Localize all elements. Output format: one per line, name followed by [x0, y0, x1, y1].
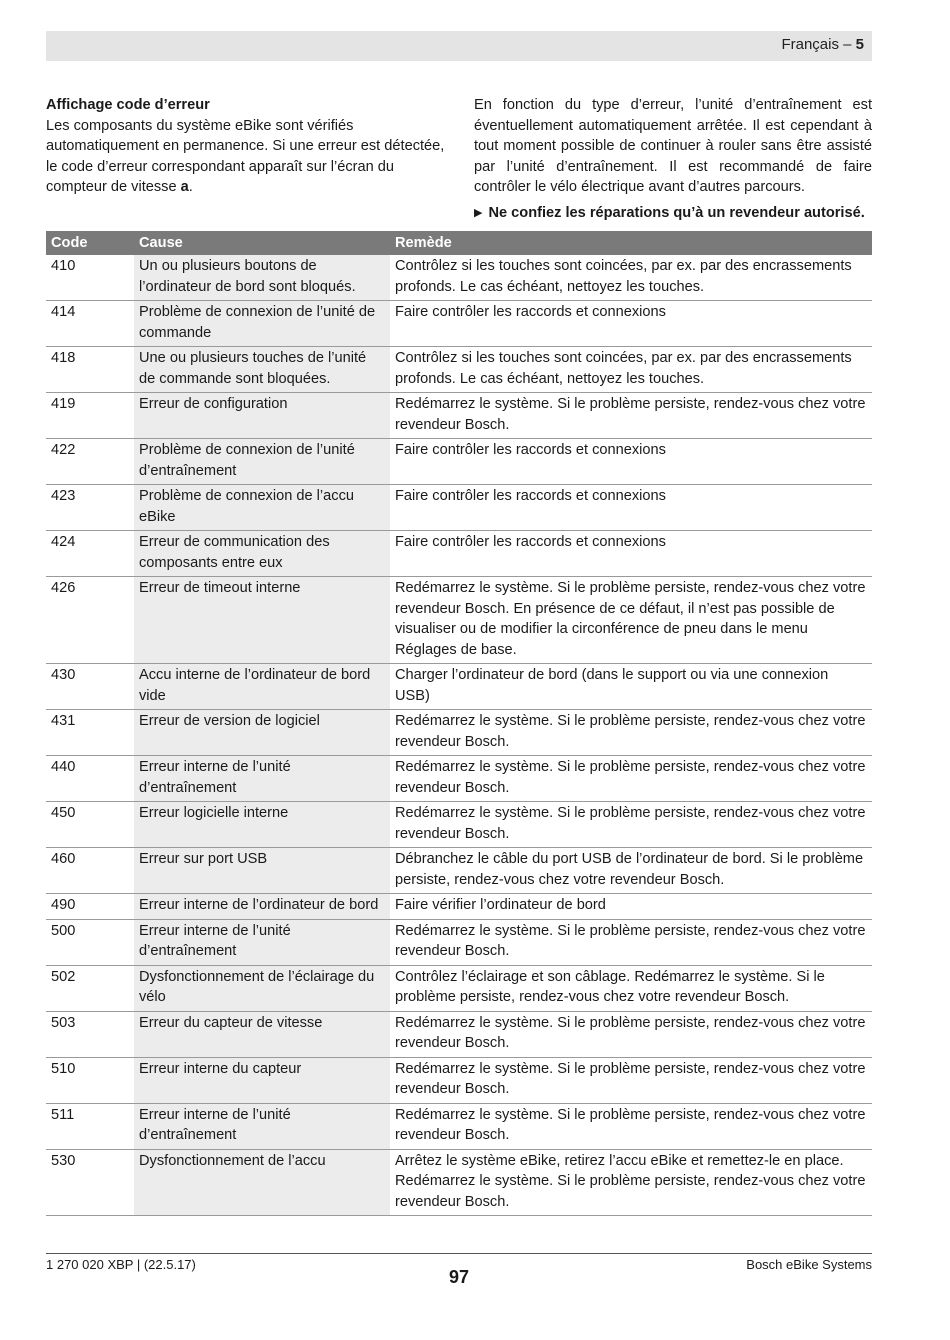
cell-cause: Erreur interne de l’unité d’entraînement [134, 756, 390, 802]
repair-note-text: Ne confiez les réparations qu’à un revendeur autorisé. [488, 204, 865, 221]
cell-cause: Une ou plusieurs touches de l’unité de commande sont bloquées. [134, 347, 390, 393]
cell-code: 502 [46, 965, 134, 1011]
cell-cause: Problème de connexion de l’unité d’entraînement [134, 439, 390, 485]
header-dash: – [838, 36, 856, 53]
cell-code: 423 [46, 485, 134, 531]
cell-remedy: Redémarrez le système. Si le problème persiste, rendez-vous chez votre revendeur Bosch. [390, 710, 872, 756]
header-page-label [781, 36, 864, 53]
table-header-row [46, 231, 872, 255]
table-row [46, 848, 872, 894]
cell-code: 430 [46, 664, 134, 710]
error-code-table [46, 231, 872, 1216]
right-paragraph: En fonction du type d’erreur, l’unité d’entraînement est éventuellement automatiquement arrêtée. Il est cependant à tout moment possible de continuer à rouler sans être assisté par l’unité d’entraînement. Il est recommandé de faire contrôler le vélo électrique avant d’autres parcours. [474, 97, 872, 195]
cell-code: 500 [46, 919, 134, 965]
table-row [46, 802, 872, 848]
cell-remedy: Faire contrôler les raccords et connexions [390, 439, 872, 485]
cell-cause: Erreur interne de l’unité d’entraînement [134, 1103, 390, 1149]
table-row [46, 965, 872, 1011]
cell-code: 530 [46, 1149, 134, 1216]
intro-text: Les composants du système eBike sont vérifiés automatiquement en permanence. Si une erreur est détectée, le code d’erreur correspondant apparaît sur l’écran du compteur de vitesse [46, 117, 445, 195]
triangle-right-icon: ▶ [474, 206, 483, 219]
right-column [474, 95, 872, 223]
header-page-number: 5 [855, 36, 864, 53]
column-header-remedy: Remède [390, 231, 872, 255]
cell-cause: Erreur de version de logiciel [134, 710, 390, 756]
table-row [46, 1011, 872, 1057]
cell-remedy: Redémarrez le système. Si le problème persiste, rendez-vous chez votre revendeur Bosch. [390, 756, 872, 802]
cell-remedy: Contrôlez l’éclairage et son câblage. Redémarrez le système. Si le problème persiste, rendez-vous chez votre revendeur Bosch. [390, 965, 872, 1011]
cell-remedy: Charger l’ordinateur de bord (dans le support ou via une connexion USB) [390, 664, 872, 710]
cell-cause: Un ou plusieurs boutons de l’ordinateur de bord sont bloqués. [134, 255, 390, 301]
cell-code: 410 [46, 255, 134, 301]
page-header-bar [46, 31, 872, 61]
cell-code: 460 [46, 848, 134, 894]
cell-cause: Erreur sur port USB [134, 848, 390, 894]
cell-code: 431 [46, 710, 134, 756]
cell-cause: Erreur interne de l’unité d’entraînement [134, 919, 390, 965]
table-row [46, 255, 872, 301]
table-row [46, 485, 872, 531]
cell-remedy: Redémarrez le système. Si le problème persiste, rendez-vous chez votre revendeur Bosch. [390, 802, 872, 848]
table-body [46, 255, 872, 1216]
table-row [46, 1057, 872, 1103]
cell-remedy: Redémarrez le système. Si le problème persiste, rendez-vous chez votre revendeur Bosch. [390, 1103, 872, 1149]
cell-cause: Dysfonctionnement de l’accu [134, 1149, 390, 1216]
cell-cause: Accu interne de l’ordinateur de bord vide [134, 664, 390, 710]
cell-code: 426 [46, 577, 134, 664]
cell-cause: Erreur du capteur de vitesse [134, 1011, 390, 1057]
cell-remedy: Redémarrez le système. Si le problème persiste, rendez-vous chez votre revendeur Bosch. [390, 1057, 872, 1103]
table-row [46, 756, 872, 802]
column-header-code: Code [46, 231, 134, 255]
cell-remedy: Faire contrôler les raccords et connexions [390, 531, 872, 577]
cell-code: 424 [46, 531, 134, 577]
footer-doc-id: 1 270 020 XBP | (22.5.17) [46, 1257, 196, 1272]
cell-code: 511 [46, 1103, 134, 1149]
page-number: 97 [448, 1267, 470, 1287]
cell-code: 450 [46, 802, 134, 848]
left-column [46, 95, 451, 198]
cell-remedy: Redémarrez le système. Si le problème persiste, rendez-vous chez votre revendeur Bosch. [390, 1011, 872, 1057]
cell-code: 419 [46, 393, 134, 439]
cell-cause: Problème de connexion de l’accu eBike [134, 485, 390, 531]
table-row [46, 439, 872, 485]
cell-code: 510 [46, 1057, 134, 1103]
table-row [46, 301, 872, 347]
cell-cause: Dysfonctionnement de l’éclairage du vélo [134, 965, 390, 1011]
intro-text-end: . [188, 179, 193, 195]
repair-note [474, 203, 872, 224]
cell-code: 503 [46, 1011, 134, 1057]
table-row [46, 531, 872, 577]
table-row [46, 1103, 872, 1149]
table-row [46, 347, 872, 393]
header-section-name: Français [781, 36, 839, 53]
cell-cause: Erreur de timeout interne [134, 577, 390, 664]
table-row [46, 664, 872, 710]
cell-cause: Erreur de communication des composants entre eux [134, 531, 390, 577]
table-row [46, 393, 872, 439]
cell-remedy: Faire contrôler les raccords et connexions [390, 485, 872, 531]
table-row [46, 919, 872, 965]
cell-code: 418 [46, 347, 134, 393]
table-row [46, 894, 872, 920]
cell-cause: Erreur logicielle interne [134, 802, 390, 848]
cell-remedy: Redémarrez le système. Si le problème persiste, rendez-vous chez votre revendeur Bosch. [390, 393, 872, 439]
cell-remedy: Redémarrez le système. Si le problème persiste, rendez-vous chez votre revendeur Bosch. [390, 919, 872, 965]
section-title: Affichage code d’erreur [46, 97, 210, 113]
cell-code: 440 [46, 756, 134, 802]
cell-remedy: Contrôlez si les touches sont coincées, par ex. par des encrassements profonds. Le cas échéant, nettoyez les touches. [390, 347, 872, 393]
cell-cause: Problème de connexion de l’unité de commande [134, 301, 390, 347]
table-row [46, 710, 872, 756]
intro-paragraph [46, 116, 451, 198]
cell-code: 490 [46, 894, 134, 920]
cell-cause: Erreur de configuration [134, 393, 390, 439]
table-row [46, 577, 872, 664]
cell-code: 422 [46, 439, 134, 485]
intro-bold-ref: a [180, 179, 189, 195]
cell-cause: Erreur interne de l’ordinateur de bord [134, 894, 390, 920]
cell-remedy: Arrêtez le système eBike, retirez l’accu eBike et remettez-le en place. Redémarrez le système. Si le problème persiste, rendez-vous chez votre revendeur Bosch. [390, 1149, 872, 1216]
footer-brand: Bosch eBike Systems [746, 1257, 872, 1272]
cell-code: 414 [46, 301, 134, 347]
cell-remedy: Débranchez le câble du port USB de l’ordinateur de bord. Si le problème persiste, rendez-vous chez votre revendeur Bosch. [390, 848, 872, 894]
table-row [46, 1149, 872, 1216]
cell-remedy: Contrôlez si les touches sont coincées, par ex. par des encrassements profonds. Le cas échéant, nettoyez les touches. [390, 255, 872, 301]
column-header-cause: Cause [134, 231, 390, 255]
footer-divider [46, 1253, 872, 1254]
cell-remedy: Faire vérifier l’ordinateur de bord [390, 894, 872, 920]
cell-remedy: Faire contrôler les raccords et connexions [390, 301, 872, 347]
cell-cause: Erreur interne du capteur [134, 1057, 390, 1103]
cell-remedy: Redémarrez le système. Si le problème persiste, rendez-vous chez votre revendeur Bosch. En présence de ce défaut, il n’est pas possible de visualiser ou de modifier la circonférence de pneu dans le menu Réglages de base. [390, 577, 872, 664]
